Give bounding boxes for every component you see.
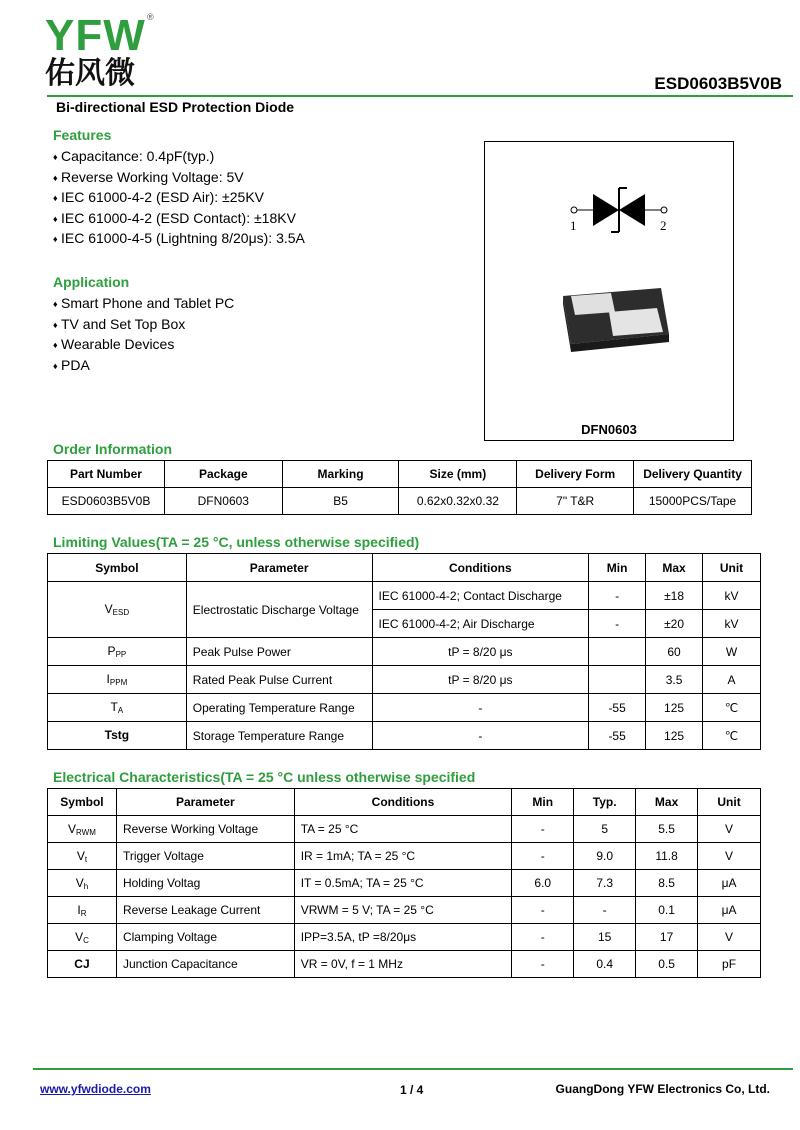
diamond-bullet-icon: ♦ <box>53 193 58 203</box>
symbol-cell: $V_C$ <box>48 924 117 951</box>
diamond-bullet-icon: ♦ <box>53 172 58 183</box>
package-name: DFN0603 <box>581 422 637 437</box>
features-list <box>53 147 305 250</box>
symbol-cell: $I_R$ <box>48 897 117 924</box>
table-row: $P_{PP}$ Peak Pulse Power tP = 8/20 μs 60 W <box>48 638 761 666</box>
table-row: IEC 61000-4-2; Air Discharge - ±20 kV <box>48 610 761 638</box>
list-item: ♦ IEC 61000-4-2 (ESD Contact): ±18KV <box>53 209 305 230</box>
features-title: Features <box>53 127 112 143</box>
order-info-title: Order Information <box>53 441 173 457</box>
list-item: ♦ TV and Set Top Box <box>53 315 234 336</box>
registered-mark: ® <box>147 12 154 22</box>
symbol-cell: CJ <box>48 951 117 978</box>
table-row: ESD0603B5V0B DFN0603 B5 0.62x0.32x0.32 7" T&R 15000PCS/Tape <box>48 488 752 515</box>
table-row: $V_t$ Trigger Voltage IR = 1mA; TA = 25 °C - 9.0 11.8 V <box>48 843 761 870</box>
table-header-row: Symbol Parameter Conditions Min Max Unit <box>48 554 761 582</box>
symbol-cell: $V_h$ <box>48 870 117 897</box>
website-link[interactable]: www.yfwdiode.com <box>40 1082 151 1096</box>
table-row: $I_{PPM}$ Rated Peak Pulse Current tP = 8/20 μs 3.5 A <box>48 666 761 694</box>
symbol-cell: $V_{RWM}$ <box>48 816 117 843</box>
part-number-title: ESD0603B5V0B <box>654 74 782 93</box>
diamond-bullet-icon: ♦ <box>53 213 58 224</box>
symbol-cell: $I_{PPM}$ <box>48 666 187 694</box>
pin-1-label: 1 <box>570 218 577 233</box>
header-rule <box>47 95 793 97</box>
diamond-bullet-icon: ♦ <box>53 360 58 371</box>
symbol-cell: $V_t$ <box>48 843 117 870</box>
logo-letters: YFW <box>45 11 146 60</box>
diode-symbol-icon <box>485 142 733 262</box>
company-name: GuangDong YFW Electronics Co, Ltd. <box>555 1082 770 1096</box>
diamond-bullet-icon: ♦ <box>53 319 58 330</box>
list-item: ♦ IEC 61000-4-2 (ESD Air): ±25KV <box>53 188 305 209</box>
order-info-table <box>47 460 752 515</box>
subtitle: Bi-directional ESD Protection Diode <box>56 99 295 115</box>
diamond-bullet-icon: ♦ <box>53 299 58 309</box>
symbol-cell: $T_A$ <box>48 694 187 722</box>
table-row: $V_C$ Clamping Voltage IPP=3.5A, tP =8/20μs - 15 17 V <box>48 924 761 951</box>
list-item: ♦ PDA <box>53 356 234 377</box>
table-row: $V_{ESD}$ Electrostatic Discharge Voltage IEC 61000-4-2; Contact Discharge - ±18 kV <box>48 582 761 610</box>
table-header-row: Part Number Package Marking Size (mm) Delivery Form Delivery Quantity <box>48 461 752 488</box>
symbol-cell: Tstg <box>48 722 187 750</box>
logo-chinese: 佑风微 <box>45 56 135 91</box>
list-item: ♦ Wearable Devices <box>53 335 234 356</box>
limiting-values-title: Limiting Values(TA = 25 °C, unless otherwise specified) <box>53 534 420 550</box>
symbol-cell: $P_{PP}$ <box>48 638 187 666</box>
pin-2-label: 2 <box>660 218 667 233</box>
diamond-bullet-icon: ♦ <box>53 234 58 244</box>
list-item: ♦ Capacitance: 0.4pF(typ.) <box>53 147 305 168</box>
list-item: ♦ Smart Phone and Tablet PC <box>53 294 234 315</box>
page-number: 1 / 4 <box>400 1083 424 1097</box>
package-box <box>484 141 734 441</box>
table-row: $V_h$ Holding Voltag IT = 0.5mA; TA = 25 °C 6.0 7.3 8.5 μA <box>48 870 761 897</box>
electrical-characteristics-title: Electrical Characteristics(TA = 25 °C unless otherwise specified <box>53 769 476 785</box>
package-image <box>485 282 733 382</box>
symbol-cell: $V_{ESD}$ <box>48 582 187 638</box>
table-row: $V_{RWM}$ Reverse Working Voltage TA = 25 °C - 5 5.5 V <box>48 816 761 843</box>
table-row: $T_A$ Operating Temperature Range - -55 125 ℃ <box>48 694 761 722</box>
diamond-bullet-icon: ♦ <box>53 340 58 350</box>
limiting-values-table <box>47 553 761 750</box>
footer-rule <box>33 1068 793 1070</box>
table-header-row: Symbol Parameter Conditions Min Typ. Max Unit <box>48 789 761 816</box>
application-list <box>53 294 234 376</box>
list-item: ♦ Reverse Working Voltage: 5V <box>53 168 305 189</box>
table-row: CJ Junction Capacitance VR = 0V, f = 1 MHz - 0.4 0.5 pF <box>48 951 761 978</box>
table-row: Tstg Storage Temperature Range - -55 125 ℃ <box>48 722 761 750</box>
application-title: Application <box>53 274 130 290</box>
diamond-bullet-icon: ♦ <box>53 152 58 162</box>
table-row: $I_R$ Reverse Leakage Current VRWM = 5 V; TA = 25 °C - - 0.1 μA <box>48 897 761 924</box>
electrical-characteristics-table <box>47 788 761 978</box>
logo <box>45 11 146 91</box>
list-item: ♦ IEC 61000-4-5 (Lightning 8/20μs): 3.5A <box>53 229 305 250</box>
